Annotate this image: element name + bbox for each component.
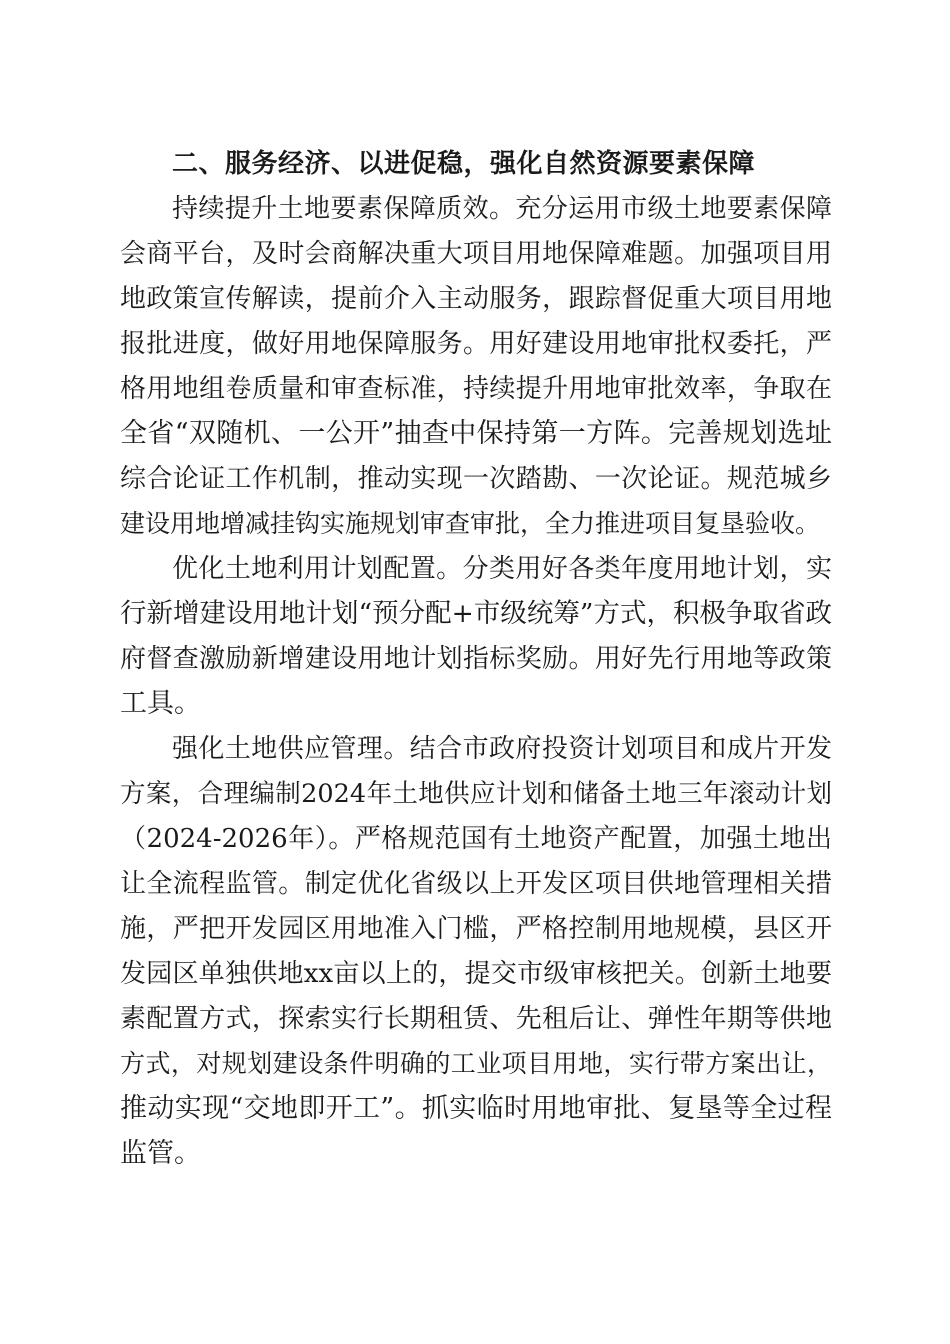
paragraph-3-line-1: 强化土地供应管理。结合市政府投资计划项目和成片开发 [172,734,832,764]
paragraph-3-line-7: 素配置方式，探索实行长期租赁、先租后让、弹性年期等供地 [120,1004,832,1034]
paragraph-3-line-2: 方案，合理编制2024年土地供应计划和储备土地三年滚动计划 [120,779,832,809]
paragraph-2-line-3: 府督查激励新增建设用地计划指标奖励。用好先行用地等政策 [120,644,832,674]
paragraph-3-line-8: 方式，对规划建设条件明确的工业项目用地，实行带方案出让， [120,1049,832,1078]
paragraph-3-line-6: 发园区单独供地xx亩以上的，提交市级审核把关。创新土地要 [120,959,832,989]
paragraph-3-line-10: 监管。 [120,1138,201,1169]
paragraph-1-line-7: 综合论证工作机制，推动实现一次踏勘、一次论证。规范城乡 [120,464,832,494]
paragraph-3-line-3: （2024-2026年）。严格规范国有土地资产配置，加强土地出 [120,824,832,854]
paragraph-2-line-2: 行新增建设用地计划“预分配+市级统筹”方式，积极争取省政 [120,598,832,629]
paragraph-1-line-5: 格用地组卷质量和审查标准，持续提升用地审批效率，争取在 [120,374,832,404]
paragraph-1-line-1: 持续提升土地要素保障质效。充分运用市级土地要素保障 [172,194,832,224]
paragraph-3-line-5: 施，严把开发园区用地准入门槛，严格控制用地规模，县区开 [120,914,832,944]
paragraph-1-line-3: 地政策宣传解读，提前介入主动服务，跟踪督促重大项目用地 [120,284,832,314]
paragraph-2-line-1: 优化土地利用计划配置。分类用好各类年度用地计划，实 [172,554,832,584]
paragraph-3-line-4: 让全流程监管。制定优化省级以上开发区项目供地管理相关措 [120,869,832,899]
paragraph-3-line-9: 推动实现“交地即开工”。抓实临时用地审批、复垦等全过程 [120,1093,832,1124]
section-heading: 二、服务经济、以进促稳，强化自然资源要素保障 [172,149,756,179]
paragraph-1-line-2: 会商平台，及时会商解决重大项目用地保障难题。加强项目用 [120,239,832,269]
paragraph-1-line-4: 报批进度，做好用地保障服务。用好建设用地审批权委托，严 [120,329,832,359]
paragraph-1-line-6: 全省“双随机、一公开”抽查中保持第一方阵。完善规划选址 [120,418,832,449]
paragraph-1-line-8: 建设用地增减挂钩实施规划审查审批，全力推进项目复垦验收。 [120,509,821,538]
paragraph-2-line-4: 工具。 [120,688,201,719]
